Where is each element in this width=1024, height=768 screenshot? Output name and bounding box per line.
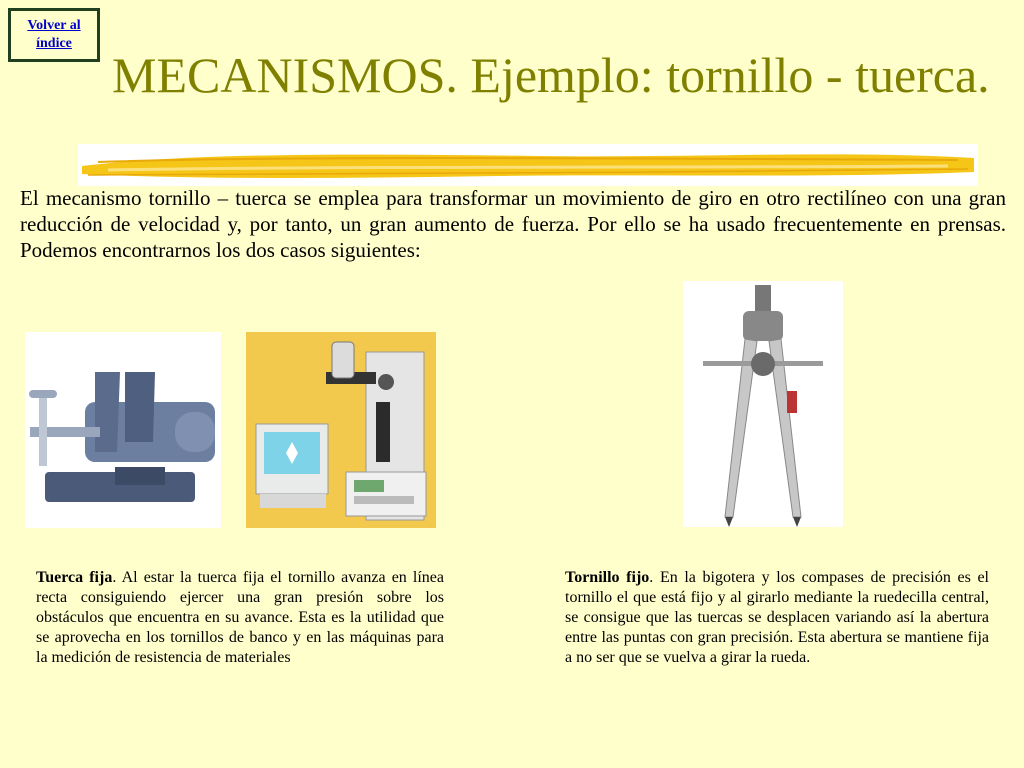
fixed-screw-text: . En la bigotera y los compases de precisión es el tornillo el que está fijo y al girarlo mediante la ruedecilla central, se consigue que las tuercas se desplacen variando así la abertura entre las puntas con gran precisión. Esta abertura se mantiene fija a no ser que se vuelva a girar la rueda. [565, 569, 990, 666]
back-to-index-link[interactable] [27, 17, 80, 53]
back-link-line1: Volver al [27, 18, 81, 33]
page-title: MECANISMOS. Ejemplo: tornillo - tuerca. [112, 47, 990, 103]
fixed-screw-heading: Tornillo fijo [565, 569, 650, 586]
fixed-nut-heading: Tuerca fija [36, 569, 113, 586]
fixed-nut-caption [36, 568, 444, 668]
bench-vise-image [25, 332, 221, 528]
precision-compass-image [683, 281, 843, 527]
back-link-line2: índice [36, 36, 72, 51]
back-to-index-box[interactable] [8, 8, 100, 62]
fixed-screw-caption [565, 568, 989, 668]
intro-paragraph: El mecanismo tornillo – tuerca se emplea para transformar un movimiento de giro en otro rectilíneo con una gran reducción de velocidad y, por tanto, un gran aumento de fuerza. Por ello se ha usado frecuentemente en prensas. Podemos encontrarnos los dos casos siguientes: [20, 186, 1006, 262]
brush-stroke-divider [78, 144, 978, 186]
hardness-tester-image [246, 332, 436, 528]
fixed-nut-text: . Al estar la tuerca fija el tornillo avanza en línea recta consiguiendo ejercer una gran presión sobre los obstáculos que encuentra en su avance. Esta es la utilidad que se aprovecha en los tornillos de banco y en las máquinas para la medición de resistencia de materiales [36, 569, 445, 666]
